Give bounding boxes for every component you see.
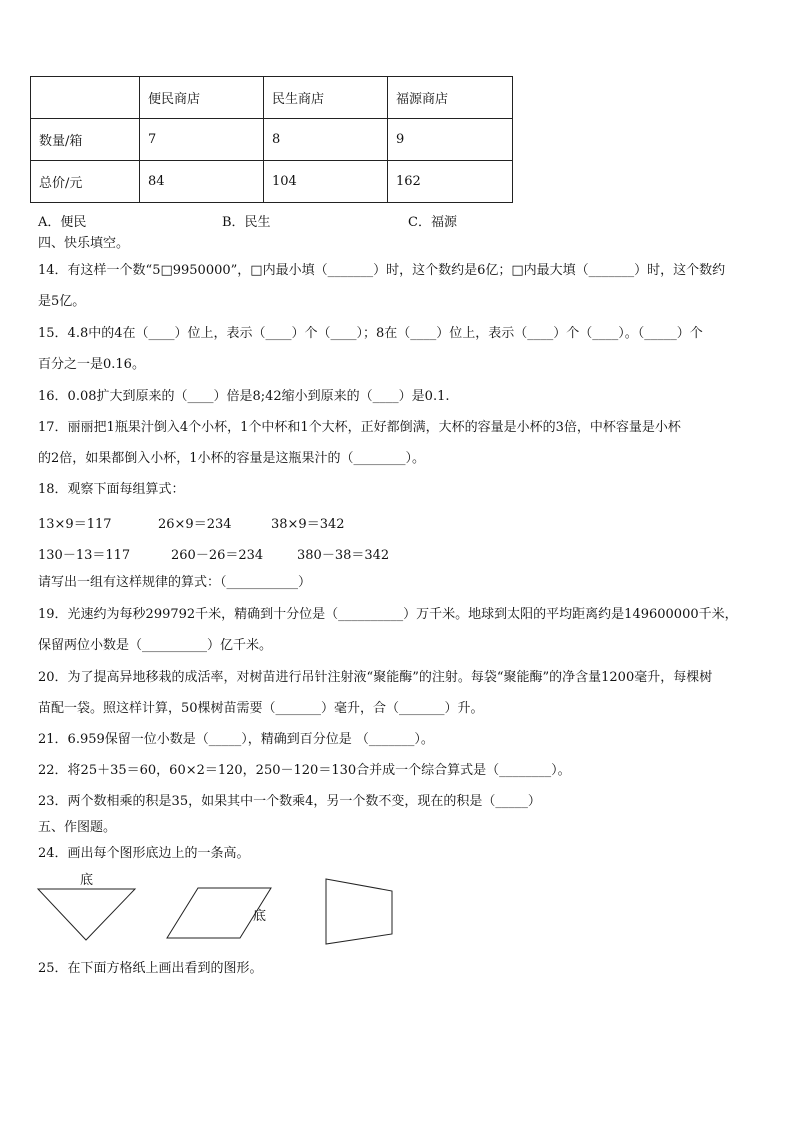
question-24: 24．画出每个图形底边上的一条高。	[38, 846, 250, 861]
table-cell: 8	[264, 119, 388, 161]
option-a: A．便民	[38, 215, 87, 230]
question-15-line-2: 百分之一是0.16。	[38, 357, 145, 372]
parallelogram-figure	[165, 880, 275, 946]
question-18-ask: 请写出一组有这样规律的算式：（___________）	[38, 575, 312, 590]
inverted-triangle-figure	[30, 868, 140, 948]
parallelogram-base-label: 底	[253, 909, 267, 924]
table-cell: 84	[140, 161, 264, 203]
section-heading-5: 五、作图题。	[38, 820, 117, 835]
question-17-line-2: 的2倍，如果都倒入小杯，1小杯的容量是这瓶果汁的（________）。	[38, 451, 426, 466]
table-cell: 福源商店	[388, 77, 513, 119]
question-15-line-1: 15．4.8中的4在（____）位上，表示（____）个（____）；8在（____）位上，表示（____）个（____）。（_____）个	[38, 326, 703, 341]
table-cell: 便民商店	[140, 77, 264, 119]
trapezoid-outline	[326, 879, 392, 944]
question-22: 22．将25＋35＝60，60×2＝120，250－120＝130合并成一个综合算式是（________）。	[38, 763, 571, 778]
table-cell: 9	[388, 119, 513, 161]
question-19-line-1: 19．光速约为每秒299792千米，精确到十分位是（__________）万千米。地球到太阳的平均距离约是149600000千米，	[38, 607, 738, 622]
table-cell: 104	[264, 161, 388, 203]
table-header-row	[31, 77, 513, 119]
option-b: B．民生	[222, 215, 271, 230]
question-21: 21．6.959保留一位小数是（_____），精确到百分位是 （_______）。	[38, 732, 434, 747]
equation: 380－38＝342	[297, 548, 390, 563]
table-cell: 7	[140, 119, 264, 161]
equation: 38×9＝342	[271, 517, 345, 532]
equation: 130－13＝117	[38, 548, 131, 563]
question-20-line-2: 苗配一袋。照这样计算，50棵树苗需要（_______）毫升，合（_______）升。	[38, 701, 484, 716]
option-c: C．福源	[408, 215, 457, 230]
table-cell: 总价/元	[31, 161, 140, 203]
triangle-outline	[38, 889, 135, 940]
question-25: 25．在下面方格纸上画出看到的图形。	[38, 961, 263, 976]
equation: 13×9＝117	[38, 517, 112, 532]
question-19-line-2: 保留两位小数是（__________）亿千米。	[38, 638, 273, 653]
question-20-line-1: 20．为了提高异地移栽的成活率，对树苗进行吊针注射液“聚能酶”的注射。每袋“聚能酶”的净含量1200毫升，每棵树	[38, 670, 713, 685]
table-cell: 数量/箱	[31, 119, 140, 161]
triangle-base-label: 底	[80, 873, 94, 888]
question-18-title: 18．观察下面每组算式：	[38, 482, 185, 497]
question-16: 16．0.08扩大到原来的（____）倍是8;42缩小到原来的（____）是0.1.	[38, 389, 450, 404]
table-row	[31, 161, 513, 203]
equation: 260－26＝234	[171, 548, 264, 563]
equation: 26×9＝234	[158, 517, 232, 532]
table-cell: 民生商店	[264, 77, 388, 119]
question-14-line-2: 是5亿。	[38, 294, 86, 309]
table-row	[31, 119, 513, 161]
section-heading-4: 四、快乐填空。	[38, 236, 130, 251]
store-price-table	[30, 76, 513, 203]
question-14-line-1: 14．有这样一个数“5□9950000”，□内最小填（_______）时，这个数约是6亿；□内最大填（_______）时，这个数约	[38, 263, 726, 278]
question-17-line-1: 17．丽丽把1瓶果汁倒入4个小杯，1个中杯和1个大杯，正好都倒满，大杯的容量是小杯的3倍，中杯容量是小杯	[38, 420, 681, 435]
table-cell: 162	[388, 161, 513, 203]
table-cell	[31, 77, 140, 119]
question-23: 23．两个数相乘的积是35，如果其中一个数乘4，另一个数不变，现在的积是（_____）	[38, 794, 541, 809]
trapezoid-figure	[320, 874, 400, 950]
